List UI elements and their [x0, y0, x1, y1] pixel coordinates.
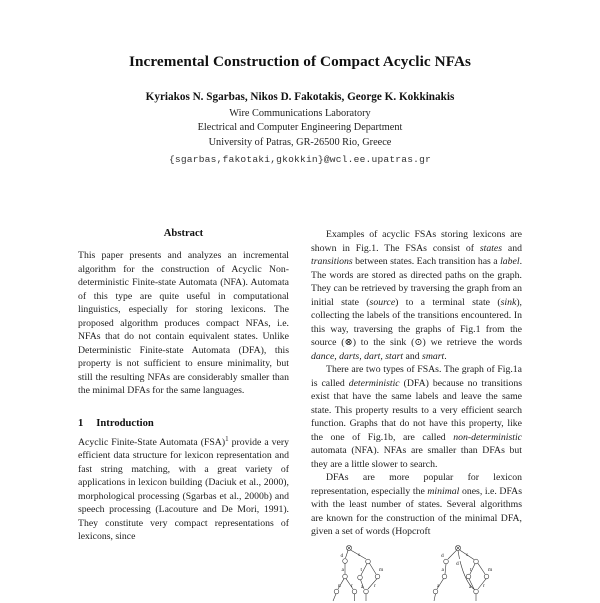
footnote-marker: 1: [225, 434, 229, 443]
body-columns: [78, 228, 522, 600]
svg-text:d: d: [455, 561, 459, 567]
svg-text:s: s: [358, 552, 361, 558]
svg-text:d: d: [340, 553, 344, 559]
section-title: Introduction: [96, 417, 154, 429]
left-column: [78, 228, 289, 600]
rp2-i1: deterministic: [348, 377, 400, 389]
right-paragraph-2: [311, 363, 522, 471]
svg-text:n: n: [338, 583, 341, 589]
abstract-text: This paper presents and analyzes an incremental algorithm for the construction of Acyclic Non-deterministic Finite-state Automata (NFA). Automata of this type are quite useful in computational linguistics, especially for storing lexicons. The proposed algorithm produces compact NFAs, i.e. NFAs that do not contain equivalent states. Unlike Deterministic Finite-state Automata (DFA), this property is not sufficient to ensure minimality, but still the resulting NFAs are considerably smaller than the minimal DFAs for the same languages.: [78, 250, 289, 396]
intro-text-part-1: Acyclic Finite-State Automata (FSA): [78, 436, 226, 448]
right-column: [311, 228, 522, 600]
rp3-t1: DFAs are more popular for lexicon representation, especially the: [311, 472, 522, 497]
introduction-paragraph: [78, 436, 289, 544]
rp1-t7: and: [403, 350, 423, 362]
abstract-heading: Abstract: [163, 228, 204, 239]
page-title: Incremental Construction of Compact Acyclic NFAs: [128, 53, 472, 70]
affiliation-line-3: University of Patras, GR-26500 Rio, Greece: [208, 137, 392, 149]
svg-text:r: r: [351, 583, 354, 589]
svg-text:a: a: [361, 584, 364, 590]
rp1-i5: sink: [500, 296, 517, 308]
rp2-t2: (DFA) because no transitions exist that have the same labels and leave the same state. This property results to a very efficient search function. Graphs that do not have this property, like the one of Fig.1b, are called: [311, 377, 522, 443]
svg-text:a: a: [468, 584, 472, 590]
svg-text:m: m: [379, 567, 384, 573]
dfa-graph: [325, 543, 399, 603]
rp1-t2: and: [502, 242, 523, 254]
svg-text:a: a: [436, 583, 440, 589]
rp1-t4: . The words are stored as directed paths on the graph. They can be retrieved by traversing the graph from an initial state (: [311, 256, 522, 308]
rp1-i2: transitions: [311, 256, 353, 267]
introduction-heading: [78, 418, 289, 429]
author-list: Kyriakos N. Sgarbas, Nikos D. Fakotakis, George K. Kokkinakis: [145, 91, 455, 103]
figure-1: [311, 543, 522, 603]
rp1-t6: ), collecting the labels of the transitions encountered. In this way, traversing the graphs of Fig.1 from the source (⊗) to the sink (⊙) we retrieve the words: [311, 296, 522, 348]
rp1-t3: between states. Each transition has a: [352, 256, 501, 267]
rp2-t3: automata (NFA). NFAs are smaller than DFAs but they are a little slower to search.: [311, 445, 522, 470]
svg-text:r: r: [482, 583, 485, 589]
rp1-t8: .: [444, 350, 447, 362]
rp2-i2: non-deterministic: [453, 431, 522, 443]
svg-text:a: a: [341, 567, 345, 573]
svg-text:t: t: [360, 567, 363, 573]
svg-text:t: t: [469, 567, 472, 573]
svg-text:a: a: [441, 567, 444, 573]
rp3-i1: minimal: [427, 485, 460, 497]
contact-email: {sgarbas,fakotaki,gkokkin}@wcl.ee.upatras.gr: [168, 154, 432, 166]
right-paragraph-1: [311, 228, 522, 363]
rp1-i4: source: [369, 296, 396, 308]
svg-text:r: r: [374, 583, 377, 589]
svg-text:m: m: [487, 567, 492, 573]
intro-text-part-2: provide a very efficient data structure for lexicon representation and fast string matching, with a great variety of applications in lexicon building (Daciuk et al., 2000), morphological processing (Sgarbas et al., 2000b) and speech processing (Lacouture and De Mori, 1991). They constitute very compact representations of lexicons, since: [78, 436, 289, 542]
section-number: 1: [78, 417, 84, 429]
nfa-graph: [428, 543, 508, 603]
svg-text:d: d: [440, 553, 444, 559]
rp2-t1: There are two types of FSAs. The graph of Fig.1a is called: [311, 364, 522, 389]
affiliation-line-1: Wire Communications Laboratory: [229, 107, 371, 119]
rp1-i3: label: [500, 256, 520, 267]
rp1-i7: smart: [422, 350, 445, 362]
section-spacer: [78, 398, 289, 418]
affiliation-line-2: Electrical and Computer Engineering Department: [197, 122, 403, 134]
rp1-i1: states: [479, 242, 503, 254]
rp3-t2: ones, i.e. DFAs with the least number of states. Several algorithms are known for the construction of the minimal DFA, given a set of words (Hopcroft: [311, 485, 522, 537]
rp1-t1: Examples of acyclic FSAs storing lexicons are shown in Fig.1. The FSAs consist of: [311, 229, 522, 254]
right-paragraph-3: [311, 471, 522, 539]
rp1-t5: ) to a terminal state (: [395, 296, 501, 308]
svg-text:s: s: [465, 552, 468, 558]
rp1-i6: dance, darts, dart, start: [311, 350, 404, 362]
